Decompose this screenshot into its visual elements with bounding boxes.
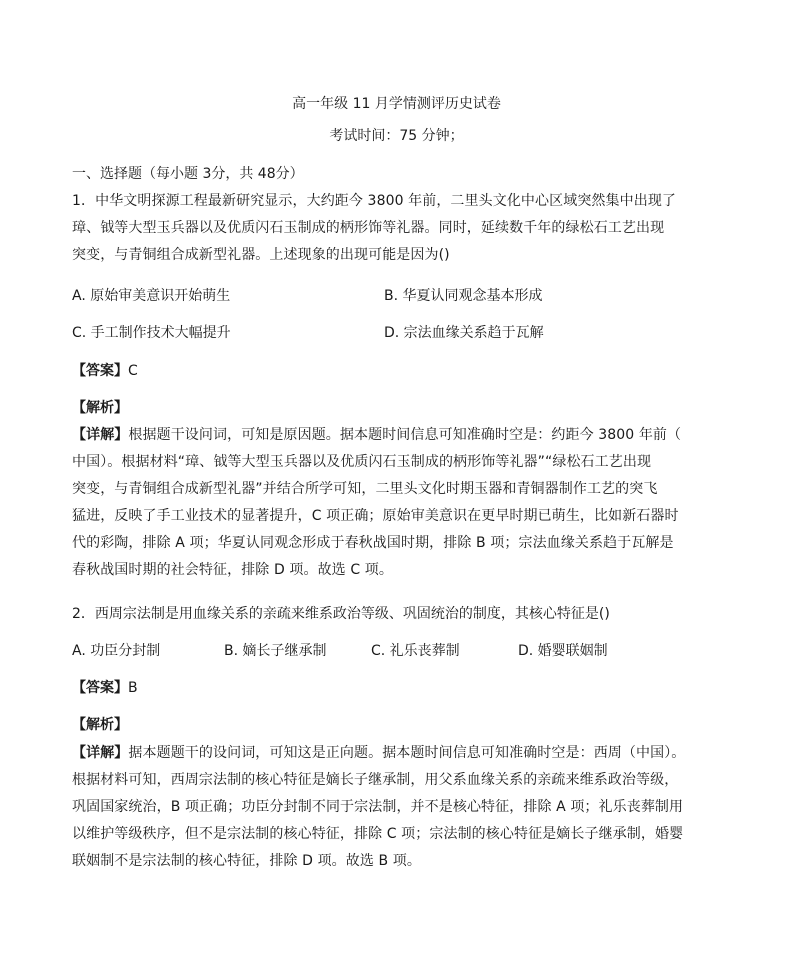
explanation-line: 突变，与青铜组合成新型礼器”并结合所学可知，二里头文化时期玉器和青铜器制作工艺的突飞 [72,481,658,497]
explanation-line: 代的彩陶，排除 A 项；华夏认同观念形成于春秋战国时期，排除 B 项；宗法血缘关系趋于瓦解是 [72,535,674,551]
analysis-label: 【解析】 [72,717,128,733]
explanation-line: 联姻制不是宗法制的核心特征，排除 D 项。故选 B 项。 [72,853,421,869]
question-1-line: 1．中华文明探源工程最新研究显示，大约距今 3800 年前，二里头文化中心区域突然集中出现了 [72,193,677,209]
q1-option-d: D. 宗法血缘关系趋于瓦解 [384,325,544,341]
question-1-stem [72,188,692,269]
q2-option-c: C. 礼乐丧葬制 [371,643,460,659]
exam-title: 高一年级 11 月学情测评历史试卷 [292,96,501,112]
detail-label: 【详解】 [72,745,129,761]
question-1-line: 突变，与青铜组合成新型礼器。上述现象的出现可能是因为() [72,247,450,263]
explanation-line: 根据材料可知，西周宗法制的核心特征是嫡长子继承制，用父系血缘关系的亲疏来维系政治等级， [72,772,679,788]
analysis-label: 【解析】 [72,400,128,416]
q2-answer [72,678,138,698]
section-heading: 一、选择题（每小题 3分，共 48分） [72,166,304,182]
q2-option-a: A. 功臣分封制 [72,643,161,659]
q1-answer [72,361,138,381]
explanation-line: 春秋战国时期的社会特征，排除 D 项。故选 C 项。 [72,562,393,578]
explanation-line: 中国）。根据材料“璋、钺等大型玉兵器以及优质闪石玉制成的柄形饰等礼器”“绿松石工艺出现 [72,454,652,470]
q1-option-a: A. 原始审美意识开始萌生 [72,288,231,304]
q2-explanation [72,740,692,875]
question-1-line: 璋、钺等大型玉兵器以及优质闪石玉制成的柄形饰等礼器。同时，延续数千年的绿松石工艺出现 [72,220,665,236]
q1-option-c: C. 手工制作技术大幅提升 [72,325,231,341]
answer-value: C [128,363,138,379]
detail-label: 【详解】 [72,427,129,443]
answer-label: 【答案】 [72,680,128,696]
explanation-line: 猛进，反映了手工业技术的显著提升，C 项正确；原始审美意识在更早时期已萌生，比如新石器时 [72,508,679,524]
question-2-stem: 2．西周宗法制是用血缘关系的亲疏来维系政治等级、巩固统治的制度，其核心特征是() [72,606,610,622]
answer-label: 【答案】 [72,363,128,379]
q2-option-b: B. 嫡长子继承制 [224,643,327,659]
explanation-line: 【详解】据本题题干的设问词，可知这是正向题。据本题时间信息可知准确时空是：西周（中国）。 [72,745,686,761]
q2-analysis-label [72,715,128,735]
q1-analysis-label [72,398,128,418]
q1-explanation [72,422,692,584]
answer-value: B [128,680,138,696]
q2-option-d: D. 婚婴联姻制 [518,643,608,659]
explanation-line: 【详解】根据题干设问词，可知是原因题。据本题时间信息可知准确时空是：约距今 3800 年前（ [72,427,682,443]
explanation-line: 巩固国家统治，B 项正确；功臣分封制不同于宗法制，并不是核心特征，排除 A 项；礼乐丧葬制用 [72,799,684,815]
exam-time: 考试时间：75 分钟； [329,128,464,144]
explanation-line: 以维护等级秩序，但不是宗法制的核心特征，排除 C 项；宗法制的核心特征是嫡长子继承制，婚婴 [72,826,684,842]
q1-option-b: B. 华夏认同观念基本形成 [384,288,543,304]
